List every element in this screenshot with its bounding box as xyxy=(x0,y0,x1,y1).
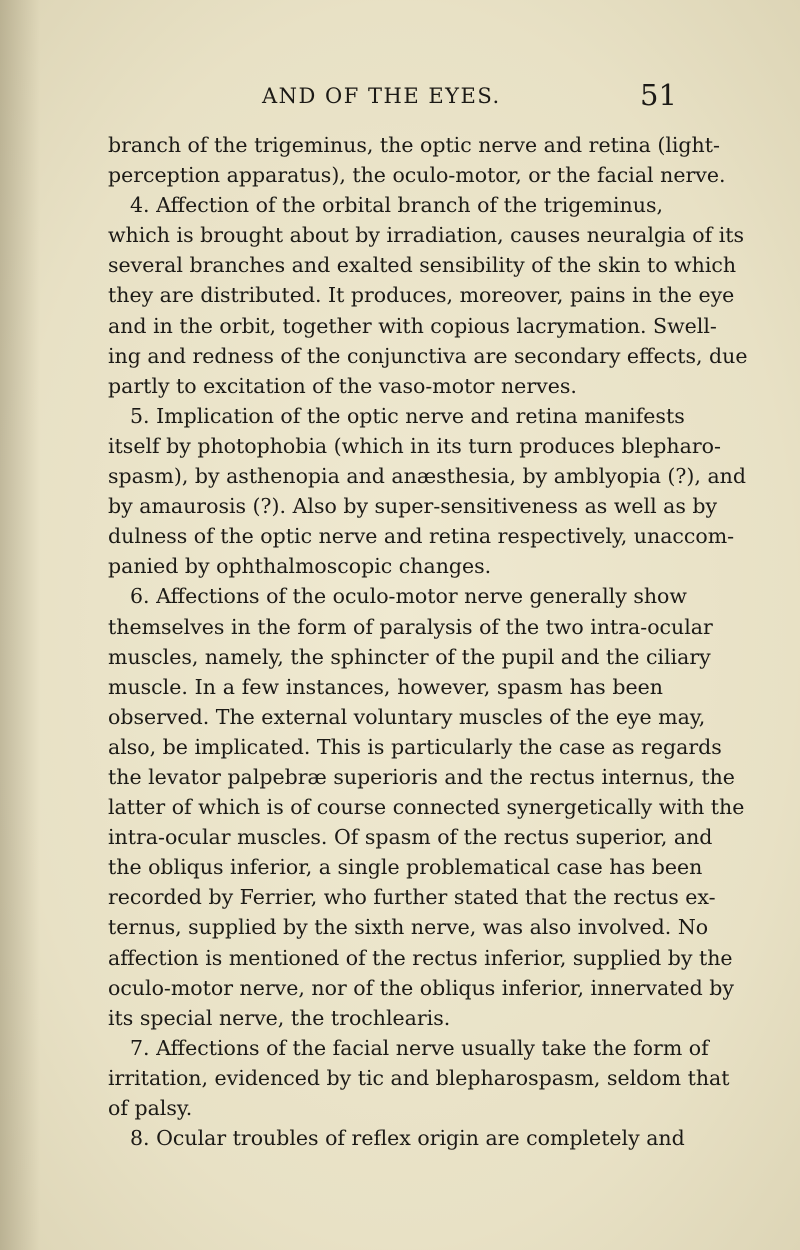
text-line: observed. The external voluntary muscles of the eye may, xyxy=(108,704,706,729)
text-line: panied by ophthalmoscopic changes. xyxy=(108,554,492,579)
text-line: they are distributed. It produces, moreover, pains in the eye xyxy=(108,283,735,308)
body-text xyxy=(108,130,748,1153)
text-line: muscle. In a few instances, however, spasm has been xyxy=(108,674,663,699)
text-line: which is brought about by irradiation, causes neuralgia of its xyxy=(108,223,745,248)
text-line: also, be implicated. This is particularly the case as regards xyxy=(108,734,722,759)
spine-shadow xyxy=(0,0,40,1250)
text-line: several branches and exalted sensibility of the skin to which xyxy=(108,253,737,278)
running-title: AND OF THE EYES. xyxy=(262,84,501,108)
text-line: intra-ocular muscles. Of spasm of the rectus superior, and xyxy=(108,825,713,850)
text-line: its special nerve, the trochlearis. xyxy=(108,1005,451,1030)
text-line: 7. Affections of the facial nerve usually take the form of xyxy=(130,1035,709,1060)
text-line: dulness of the optic nerve and retina respectively, unaccom- xyxy=(108,524,735,549)
text-line: irritation, evidenced by tic and blepharospasm, seldom that xyxy=(108,1065,730,1090)
text-line: affection is mentioned of the rectus inferior, supplied by the xyxy=(108,945,733,970)
text-line: latter of which is of course connected synergetically with the xyxy=(108,795,745,820)
text-line: ing and redness of the conjunctiva are secondary effects, due xyxy=(108,343,748,368)
text-line: themselves in the form of paralysis of the two intra-ocular xyxy=(108,614,713,639)
text-line: itself by photophobia (which in its turn produces blepharo- xyxy=(108,433,721,458)
text-line: spasm), by asthenopia and anæsthesia, by amblyopia (?), and xyxy=(108,464,747,489)
text-line: perception apparatus), the oculo-motor, or the facial nerve. xyxy=(108,163,726,188)
text-line: 6. Affections of the oculo-motor nerve generally show xyxy=(130,584,687,609)
text-line: by amaurosis (?). Also by super-sensitiveness as well as by xyxy=(108,494,718,519)
text-line: of palsy. xyxy=(108,1096,193,1120)
text-line: the levator palpebræ superioris and the rectus internus, the xyxy=(108,764,735,789)
text-line: 4. Affection of the orbital branch of the trigeminus, xyxy=(130,193,663,218)
text-line: and in the orbit, together with copious lacrymation. Swell- xyxy=(108,313,717,338)
text-line: branch of the trigeminus, the optic nerve and retina (light- xyxy=(108,133,720,157)
text-line: partly to excitation of the vaso-motor nerves. xyxy=(108,373,577,398)
text-line: 5. Implication of the optic nerve and retina manifests xyxy=(130,403,685,428)
text-line: oculo-motor nerve, nor of the obliqus inferior, innervated by xyxy=(108,975,734,1000)
text-line: recorded by Ferrier, who further stated that the rectus ex- xyxy=(108,885,716,910)
text-line: ternus, supplied by the sixth nerve, was also involved. No xyxy=(108,915,709,940)
text-line: muscles, namely, the sphincter of the pupil and the ciliary xyxy=(108,644,711,669)
text-line: 8. Ocular troubles of reflex origin are completely and xyxy=(130,1126,685,1151)
page-number: 51 xyxy=(640,78,677,112)
text-line: the obliqus inferior, a single problematical case has been xyxy=(108,855,703,880)
running-head xyxy=(0,78,800,118)
